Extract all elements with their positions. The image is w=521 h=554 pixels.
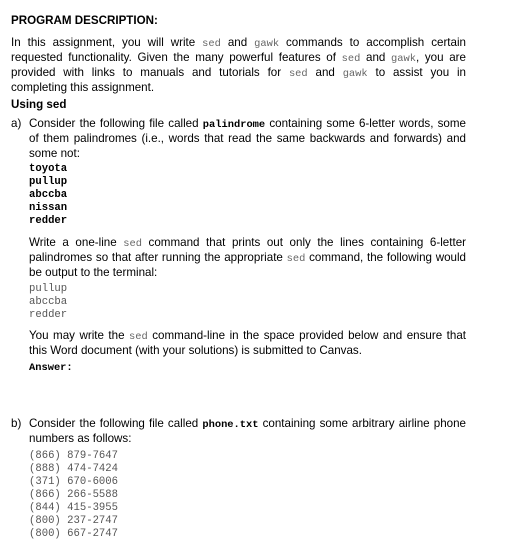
part-a-p2-line-1: Write a one-line sed command that prints out only the lines containing 6-letter	[29, 236, 467, 250]
part-a-p3-line-1: You may write the sed command-line in the space provided below and ensure that	[29, 329, 466, 343]
phone-line: (844) 415-3955	[29, 502, 119, 514]
phone-line: (866) 879-7647	[29, 450, 119, 462]
part-a-line-1: Consider the following file called palindrome containing some 6-letter words, some	[29, 117, 466, 131]
intro-line-1: In this assignment, you will write sed and gawk commands to accomplish certain	[11, 36, 466, 50]
phone-line: (371) 670-6006	[29, 476, 119, 488]
output-line: pullup	[29, 283, 68, 295]
output-line: redder	[29, 309, 68, 321]
using-sed-subheading: Using sed	[11, 98, 67, 111]
file-line: redder	[29, 215, 68, 227]
part-b-label: b)	[11, 417, 22, 430]
inline-code: gawk	[391, 53, 416, 65]
file-line: pullup	[29, 176, 68, 188]
part-a-p2-line-2: palindromes so that after running the appropriate sed command, the following would	[29, 251, 467, 265]
phone-line: (866) 266-5588	[29, 489, 119, 501]
inline-code: gawk	[254, 38, 280, 50]
intro-line-4: completing this assignment.	[11, 81, 155, 94]
inline-code: sed	[202, 38, 221, 50]
part-a-p3-line-2: this Word document (with your solutions) is submitted to Canvas.	[29, 344, 362, 357]
inline-code: sed	[129, 331, 148, 343]
inline-code: sed	[286, 253, 306, 265]
phone-line: (800) 667-2747	[29, 528, 119, 540]
file-line: nissan	[29, 202, 68, 214]
part-b-line-2: numbers as follows:	[29, 432, 132, 445]
part-a-label: a)	[11, 117, 22, 130]
part-a-line-2: of them palindromes (i.e., words that read the same backwards and forwards) and	[29, 132, 466, 145]
program-description-heading: PROGRAM DESCRIPTION:	[11, 14, 158, 27]
part-b-line-1: Consider the following file called phone.txt containing some arbitrary airline phone	[29, 417, 466, 431]
filename-code: palindrome	[202, 119, 266, 131]
inline-code: gawk	[342, 68, 368, 80]
output-line: abccba	[29, 296, 68, 308]
intro-line-3: provided with links to manuals and tutorials for sed and gawk to assist you in	[11, 66, 467, 80]
phone-line: (800) 237-2747	[29, 515, 119, 527]
intro-line-2: requested functionality. Given the many powerful features of sed and gawk, you are	[11, 51, 466, 65]
answer-label: Answer:	[29, 362, 73, 374]
part-a-p2-line-3: be output to the terminal:	[29, 266, 158, 279]
inline-code: sed	[288, 68, 308, 80]
file-line: abccba	[29, 189, 68, 201]
inline-code: sed	[341, 53, 361, 65]
filename-code: phone.txt	[202, 419, 259, 431]
file-line: toyota	[29, 163, 68, 175]
part-a-line-3: some not:	[29, 147, 80, 160]
inline-code: sed	[123, 238, 142, 250]
phone-line: (888) 474-7424	[29, 463, 119, 475]
